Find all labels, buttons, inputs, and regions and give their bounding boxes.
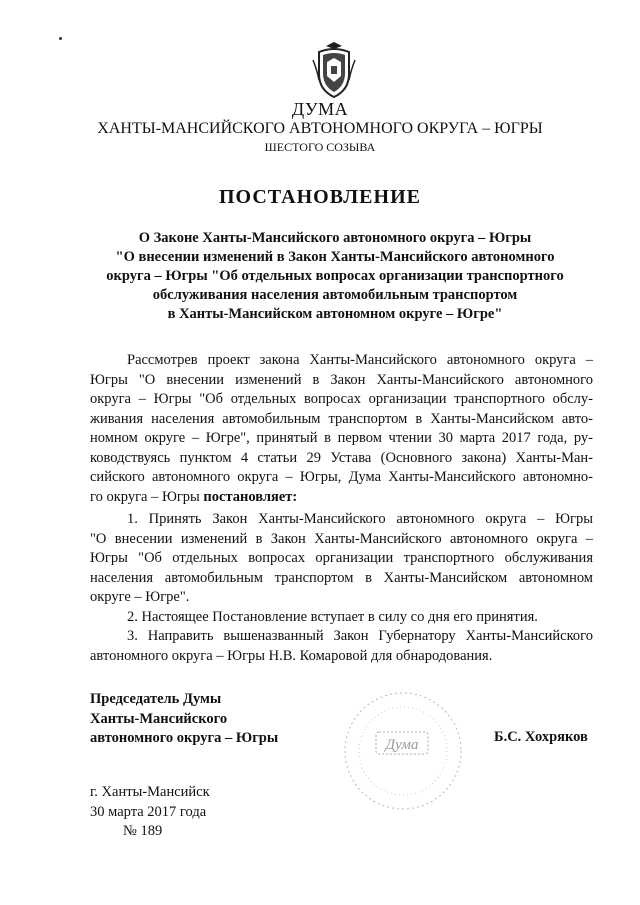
coat-of-arms-icon [311, 40, 357, 100]
item1-line: населения автомобильным транспортом в Ханты-Мансийском автономном [90, 569, 593, 586]
date: 30 марта 2017 года [90, 803, 207, 820]
document-subject [100, 229, 570, 324]
preamble-line: Югры "О внесении изменений в Закон Ханты-Мансийского автономного [90, 371, 593, 388]
org-name: ДУМА [291, 99, 349, 119]
org-convocation: ШЕСТОГО СОЗЫВА [264, 140, 376, 154]
item1-line: округе – Югре". [90, 589, 190, 605]
subject-line: округа – Югры "Об отдельных вопросах организации транспортного [106, 268, 564, 284]
preamble-keyword: постановляет: [203, 488, 298, 505]
subject-line: обслуживания населения автомобильным транспортом [152, 287, 518, 303]
preamble-line: го округа – Югры [90, 488, 200, 505]
preamble-paragraph [90, 351, 593, 507]
item2-line: 2. Настоящее Постановление вступает в силу со дня его принятия. [127, 608, 538, 625]
org-region: ХАНТЫ-МАНСИЙСКОГО АВТОНОМНОГО ОКРУГА – ЮГРЫ [97, 120, 543, 137]
place-date-number [90, 783, 210, 842]
subject-line: "О внесении изменений в Закон Ханты-Мансийского автономного [115, 249, 555, 265]
position-line: Ханты-Мансийского [90, 710, 228, 727]
item3-line: 3. Направить вышеназванный Закон Губернатору Ханты-Мансийского [127, 628, 593, 644]
item1-line: Югры "Об отдельных вопросах организации транспортного обслуживания [90, 550, 593, 566]
city: г. Ханты-Мансийск [90, 784, 210, 800]
document-number: № 189 [123, 823, 163, 839]
stamp-text: Дума [385, 737, 419, 753]
preamble-line: номном округе – Югре", принятый в первом чтении 30 марта 2017 года, ру- [90, 430, 593, 446]
position-line: Председатель Думы [90, 691, 222, 707]
position-line: автономного округа – Югры [90, 730, 279, 746]
item1-line: 1. Принять Закон Ханты-Мансийского автономного округа – Югры [127, 511, 593, 527]
document-type: ПОСТАНОВЛЕНИЕ [219, 186, 421, 208]
item3-line: автономного округа – Югры Н.В. Комаровой для обнародования. [90, 647, 493, 664]
signatory-position [90, 690, 278, 749]
preamble-line: округа – Югры "Об отдельных вопросах организации транспортного обслу- [90, 391, 593, 407]
item1-line: "О внесении изменений в Закон Ханты-Мансийского автономного округа – [90, 530, 593, 547]
official-stamp [340, 688, 466, 814]
preamble-line: живания населения автомобильным транспортом в Ханты-Мансийском авто- [90, 410, 593, 427]
preamble-line: Рассмотрев проект закона Ханты-Мансийского автономного округа – [127, 352, 593, 368]
subject-line: в Ханты-Мансийском автономном округе – Югре" [167, 306, 503, 322]
signatory-name: Б.С. Хохряков [494, 729, 588, 745]
scan-speck [59, 37, 62, 40]
preamble-line-last [90, 488, 593, 508]
preamble-line: сийского автономного округа – Югры, Дума Ханты-Мансийского автономно- [90, 469, 593, 485]
subject-line: О Законе Ханты-Мансийского автономного округа – Югры [138, 230, 532, 246]
resolution-items [90, 510, 593, 666]
preamble-line: ководствуясь пунктом 4 статьи 29 Устава (Основного закона) Ханты-Ман- [90, 449, 593, 466]
